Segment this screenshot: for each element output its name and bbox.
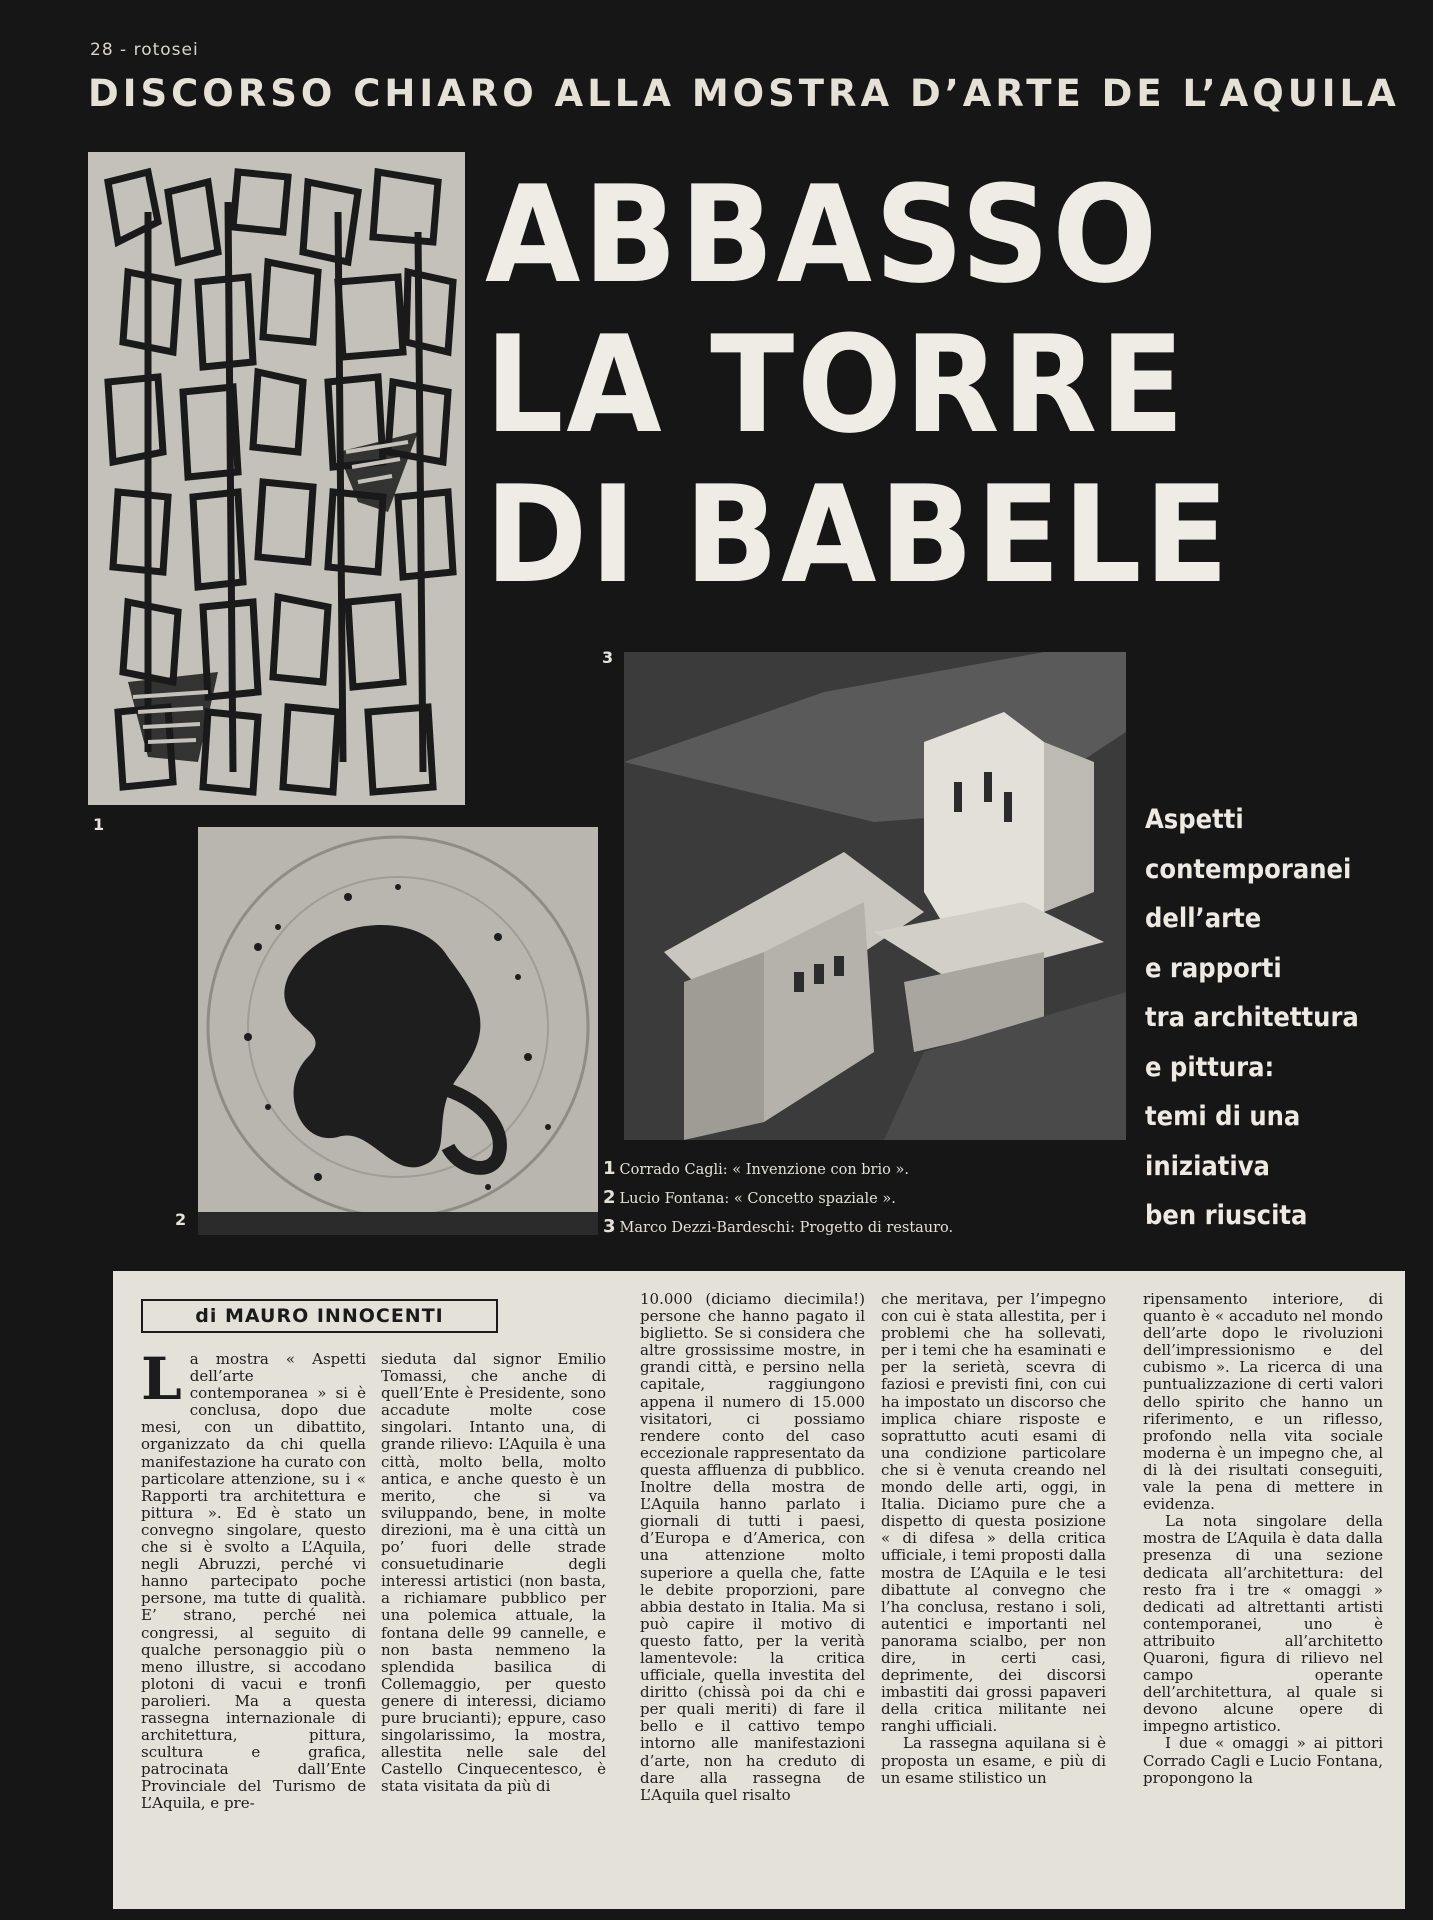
caption-number: 1 [603,1158,616,1179]
deck-line: contemporanei [1145,853,1352,885]
deck-line: temi di una [1145,1101,1301,1132]
article-body [113,1271,1405,1909]
deck-subheading [1145,795,1415,1241]
article-column-5 [1143,1291,1383,1787]
kicker-headline: DISCORSO CHIARO ALLA MOSTRA D’ARTE DE L’AQUILA [88,72,1400,115]
caption-text: Lucio Fontana: « Concetto spaziale ». [619,1191,896,1207]
figure-3-number: 3 [602,648,614,667]
column-5-text: ripensamento interiore, di quanto è « accaduto nel mondo dell’arte dopo le rivoluzioni dell’impressionismo e del cubismo ». La ricerca di una puntualizzazione di certi valori dello spirito che hanno un riferimento, e un riflesso, profondo nella vita sociale moderna è un impegno che, al di là dei risultati conseguiti, vale la pena di mettere in evidenza. [1143,1290,1383,1514]
caption-3 [603,1213,1143,1242]
figure-1-painting [88,152,465,805]
article-column-2 [381,1351,606,1795]
deck-line: iniziativa [1145,1150,1270,1182]
deck-line: Aspetti [1145,804,1244,835]
fontana-spatial-image [198,827,598,1235]
drop-cap: L [141,1345,182,1413]
column-4-text-b: La rassegna aquilana si è proposta un esame, e più di un esame stilistico un [881,1734,1106,1787]
column-3-text: 10.000 (diciamo diecimila!) persone che hanno pagato il biglietto. Se si considera che altre grossissime mostre, in grandi città, e persino nella capitale, raggiungono appena il numero di 15.000 visitatori, ci possiamo rendere conto del caso eccezionale rappresentato da questa affluenza di pubblico. Inoltre della mostra de L’Aquila hanno parlato i giornali di tutti i paesi, d’Europa e d’America, con una attenzione molto superiore a quella che, fatte le debite proporzioni, pare abbia destato in Italia. Ma si può capire il motivo di questo fatto, per la verità lamentevole: la critica ufficiale, quella investita del diritto (chissà poi da chi e per quali meriti) di fare il bello e il cattivo tempo intorno alle manifestazioni d’arte, non ha creduto di dare alla rassegna de L’Aquila quel risalto [640,1290,865,1804]
article-column-4 [881,1291,1106,1787]
column-1-text: a mostra « Aspetti dell’arte contemporanea » si è conclusa, dopo due mesi, con un dibattito, organizzato da chi quella manifestazione ha curato con particolare attenzione, su i « Rapporti tra architettura e pittura ». Ed è stato un convegno singolare, questo che si è svolto a L’Aquila, negli Abruzzi, perché vi hanno partecipato poche persone, ma tutte di qualità. E’ strano, perché nei congressi, al seguito di qualche personaggio più o meno illustre, si accodano plotoni di vacui e tronfi parolieri. Ma a questa rassegna internazionale di architettura, pittura, scultura e grafica, patrocinata dall’Ente Provinciale del Turismo de L’Aquila, e pre- [141,1350,366,1813]
column-5-text-c: I due « omaggi » ai pittori Corrado Cagli e Lucio Fontana, propongono la [1143,1734,1383,1787]
cagli-abstract-image [88,152,465,805]
architecture-model-image [624,652,1126,1140]
column-5-text-b: La nota singolare della mostra de L’Aquila è data dalla presenza di una sezione dedicata all’architettura: del resto fra i tre « omaggi » dedicati ad altrettanti artisti contemporanei, uno è attribuito all’architetto Quaroni, figura di rilievo nel campo operante dell’architettura, al quale si devono alcune opere di impegno artistico. [1143,1512,1383,1736]
caption-text: Corrado Cagli: « Invenzione con brio ». [619,1162,909,1178]
deck-line: ben riuscita [1145,1200,1308,1231]
caption-number: 2 [603,1187,616,1208]
figure-2-number: 2 [175,1210,187,1229]
caption-1 [603,1155,1143,1184]
figure-1-number: 1 [93,815,105,834]
page-folio: 28 - rotosei [90,40,199,60]
column-2-text: sieduta dal signor Emilio Tomassi, che anche di quell’Ente è Presidente, sono accadute molte cose singolari. Intanto una, di grande rilievo: L’Aquila è una città, molto bella, molto antica, e anche questo è un merito, che si va sviluppando, bene, in molte direzioni, ma è una città un po’ fuori delle strade consuetudinarie degli interessi artistici (non basta, a richiamare pubblico per una polemica attuale, la fontana delle 99 cannelle, e non basta nemmeno la splendida basilica di Collemaggio, per questo genere di interessi, diciamo pure brucianti); eppure, caso singolarissimo, la mostra, allestita nelle sale del Castello Cinquecentesco, è stata visitata da più di [381,1350,606,1796]
figure-captions [603,1155,1143,1242]
deck-line: e pittura: [1145,1051,1275,1083]
article-column-1 [141,1345,366,1813]
caption-2 [603,1184,1143,1213]
headline-line-3: DI BABELE [485,457,1232,613]
deck-line: tra architettura [1145,1002,1359,1033]
figure-3-photo [624,652,1126,1140]
caption-number: 3 [603,1216,616,1237]
article-column-3 [640,1291,865,1804]
caption-text: Marco Dezzi-Bardeschi: Progetto di restauro. [619,1220,954,1236]
figure-2-painting [198,827,598,1235]
deck-line: e rapporti [1145,952,1282,984]
headline-line-1: ABBASSO [485,157,1160,313]
headline-line-2: LA TORRE [485,307,1187,463]
byline: di MAURO INNOCENTI [141,1299,498,1333]
column-4-text: che meritava, per l’impegno con cui è stata allestita, per i problemi che ha sollevati, per i temi che ha esaminati e per la serietà, scevra di faziosi e previsti fini, con cui ha impostato un discorso che implica chiare risposte e soprattutto acuti esami di una condizione particolare che si è venuta creando nel mondo delle arti, oggi, in Italia. Diciamo pure che a dispetto di questa posizione « di difesa » della critica ufficiale, i temi proposti dalla mostra de L’Aquila e le tesi dibattute al convegno che l’ha conclusa, restano i soli, autentici e importanti nel panorama scialbo, per non dire, in certi casi, deprimente, dei discorsi imbastiti dai grossi papaveri della critica militante nei ranghi ufficiali. [881,1290,1106,1736]
main-headline [485,157,1331,613]
deck-line: dell’arte [1145,903,1262,934]
